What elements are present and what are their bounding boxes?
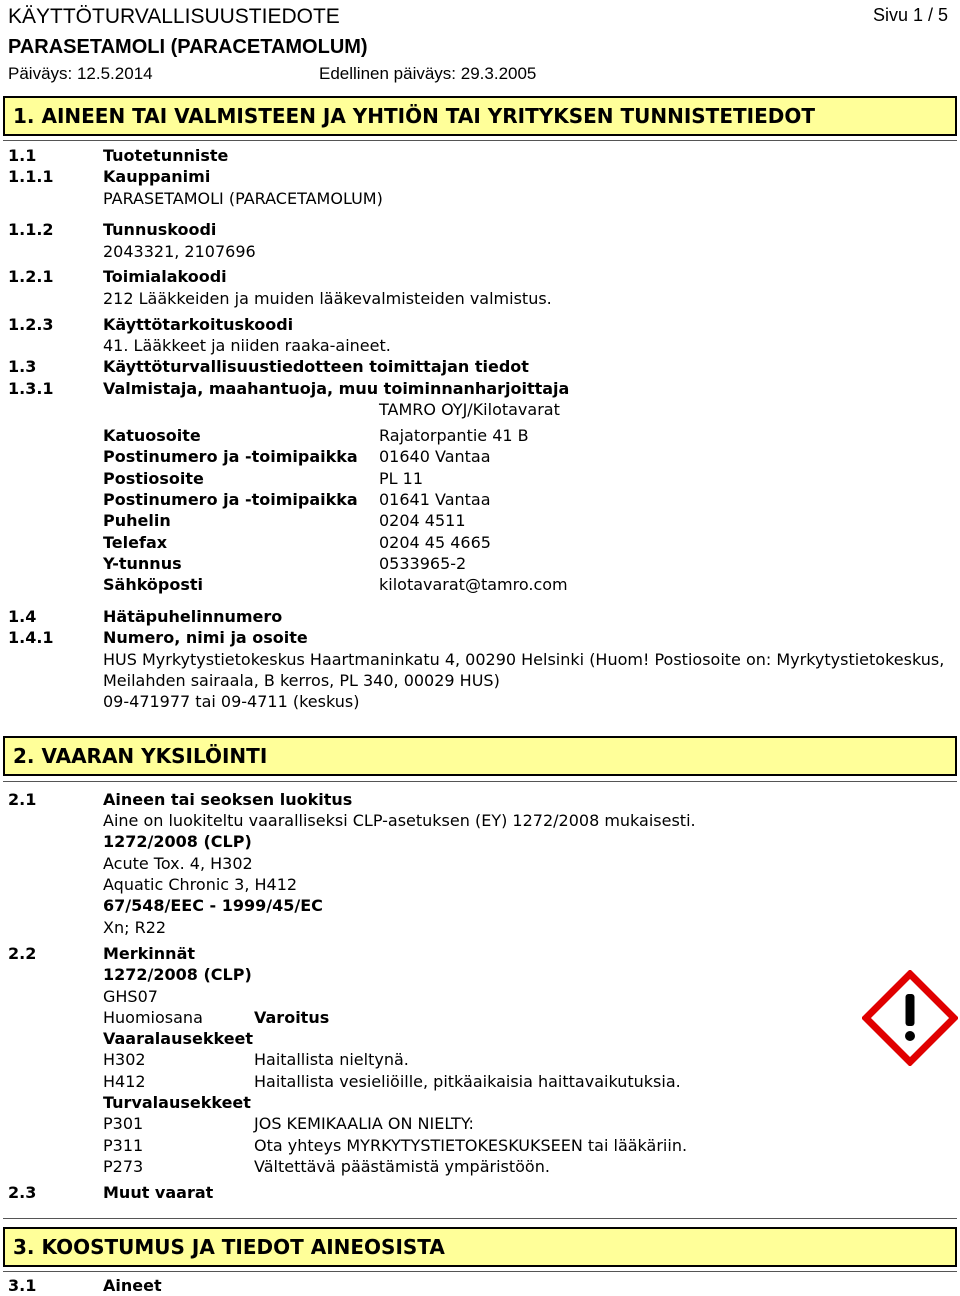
precaution-text: Vältettävä päästämistä ympäristöön. [254,1157,550,1176]
subsection-title: Valmistaja, maahantuoja, muu toiminnanharjoittaja [103,379,570,398]
trade-name-value: PARASETAMOLI (PARACETAMOLUM) [103,189,383,208]
section-number: 1.1.2 [8,220,54,239]
precaution-code: P273 [103,1157,144,1176]
subsection-title: Käyttötarkoituskoodi [103,315,294,334]
previous-date: Edellinen päiväys: 29.3.2005 [319,64,537,83]
section-3-heading [3,1227,957,1267]
classification-item: Xn; R22 [103,918,167,937]
section-number: 2.1 [8,790,37,809]
section-number: 1.3.1 [8,379,54,398]
section-number: 2.2 [8,944,37,963]
section-number: 1.1.1 [8,167,54,186]
contact-value: 01641 Vantaa [379,490,491,509]
classification-item: Aquatic Chronic 3, H412 [103,875,298,894]
classification-text: Aine on luokiteltu vaaralliseksi CLP-asetuksen (EY) 1272/2008 mukaisesti. [103,811,696,830]
emergency-contact-line: Meilahden sairaala, B kerros, PL 340, 00029 HUS) [103,671,500,690]
page-label: Sivu [873,5,909,25]
divider [3,140,957,141]
contact-value: 0533965-2 [379,554,467,573]
hazard-text: Haitallista nieltynä. [254,1050,409,1069]
subsection-title: Muut vaarat [103,1183,214,1202]
section-number: 1.4.1 [8,628,54,647]
contact-label: Postinumero ja -toimipaikka [103,490,358,509]
contact-label: Katuosoite [103,426,201,445]
section-1-heading [3,96,957,136]
subsection-title: Tunnuskoodi [103,220,217,239]
company-name: TAMRO OYJ/Kilotavarat [379,400,560,419]
product-code-value: 2043321, 2107696 [103,242,256,261]
subsection-title: Hätäpuhelinnumero [103,607,283,626]
precaution-text: JOS KEMIKAALIA ON NIELTY: [254,1114,474,1133]
emergency-contact-line: HUS Myrkytystietokeskus Haartmaninkatu 4, 00290 Helsinki (Huom! Postiosoite on: Myrkytystietokeskus, [103,650,945,669]
contact-value: 0204 4511 [379,511,466,530]
page-number: 1 / 5 [913,5,949,25]
precaution-code: P311 [103,1136,144,1155]
contact-value: 0204 45 4665 [379,533,491,552]
divider [3,1218,957,1219]
contact-label: Sähköposti [103,575,204,594]
contact-value: 01640 Vantaa [379,447,491,466]
subsection-title: Toimialakoodi [103,267,227,286]
product-name-header: PARASETAMOLI (PARACETAMOLUM) [8,36,368,58]
subsection-title: Kauppanimi [103,167,211,186]
email-link[interactable]: kilotavarat@tamro.com [379,575,568,594]
emergency-phone: 09-471977 tai 09-4711 (keskus) [103,692,360,711]
hazard-text: Haitallista vesieliöille, pitkäaikaisia haittavaikutuksia. [254,1072,681,1091]
section-number: 1.2.3 [8,315,54,334]
hazard-statements-heading: Vaaralausekkeet [103,1029,254,1048]
subsection-title: Merkinnät [103,944,196,963]
ghs-code: GHS07 [103,987,158,1006]
section-2-heading [3,736,957,776]
regulation-label: 67/548/EEC - 1999/45/EC [103,896,323,915]
hazard-code: H302 [103,1050,146,1069]
section-2-heading-text: 2. VAARAN YKSILÖINTI [13,744,268,768]
contact-value: PL 11 [379,469,424,488]
ghs07-exclamation-icon [862,970,958,1066]
divider [3,1271,957,1272]
signal-word-label: Huomiosana [103,1008,203,1027]
industry-code-value: 212 Lääkkeiden ja muiden lääkevalmisteiden valmistus. [103,289,552,308]
document-date: Päiväys: 12.5.2014 [8,64,153,83]
subsection-title: Aineen tai seoksen luokitus [103,790,353,809]
section-3-heading-text: 3. KOOSTUMUS JA TIEDOT AINEOSISTA [13,1235,445,1259]
section-number: 2.3 [8,1183,37,1202]
section-1-heading-text: 1. AINEEN TAI VALMISTEEN JA YHTIÖN TAI YRITYKSEN TUNNISTETIEDOT [13,104,815,128]
section-number: 1.3 [8,357,37,376]
subsection-title: Tuotetunniste [103,146,229,165]
subsection-title: Aineet [103,1276,162,1295]
section-number: 1.4 [8,607,37,626]
regulation-label: 1272/2008 (CLP) [103,832,252,851]
section-number: 1.2.1 [8,267,54,286]
contact-label: Y-tunnus [103,554,182,573]
signal-word-value: Varoitus [254,1008,330,1027]
contact-label: Telefax [103,533,168,552]
precaution-code: P301 [103,1114,144,1133]
document-title: KÄYTTÖTURVALLISUUSTIEDOTE [8,5,340,28]
contact-label: Postiosoite [103,469,204,488]
contact-label: Postinumero ja -toimipaikka [103,447,358,466]
section-number: 1.1 [8,146,37,165]
regulation-label: 1272/2008 (CLP) [103,965,252,984]
precaution-text: Ota yhteys MYRKYTYSTIETOKESKUKSEEN tai lääkäriin. [254,1136,688,1155]
section-number: 3.1 [8,1276,37,1295]
classification-item: Acute Tox. 4, H302 [103,854,253,873]
divider [3,781,957,782]
hazard-code: H412 [103,1072,146,1091]
contact-value: Rajatorpantie 41 B [379,426,529,445]
usage-code-value: 41. Lääkkeet ja niiden raaka-aineet. [103,336,391,355]
contact-label: Puhelin [103,511,171,530]
subsection-title: Käyttöturvallisuustiedotteen toimittajan tiedot [103,357,529,376]
precautionary-statements-heading: Turvalausekkeet [103,1093,251,1112]
subsection-title: Numero, nimi ja osoite [103,628,308,647]
